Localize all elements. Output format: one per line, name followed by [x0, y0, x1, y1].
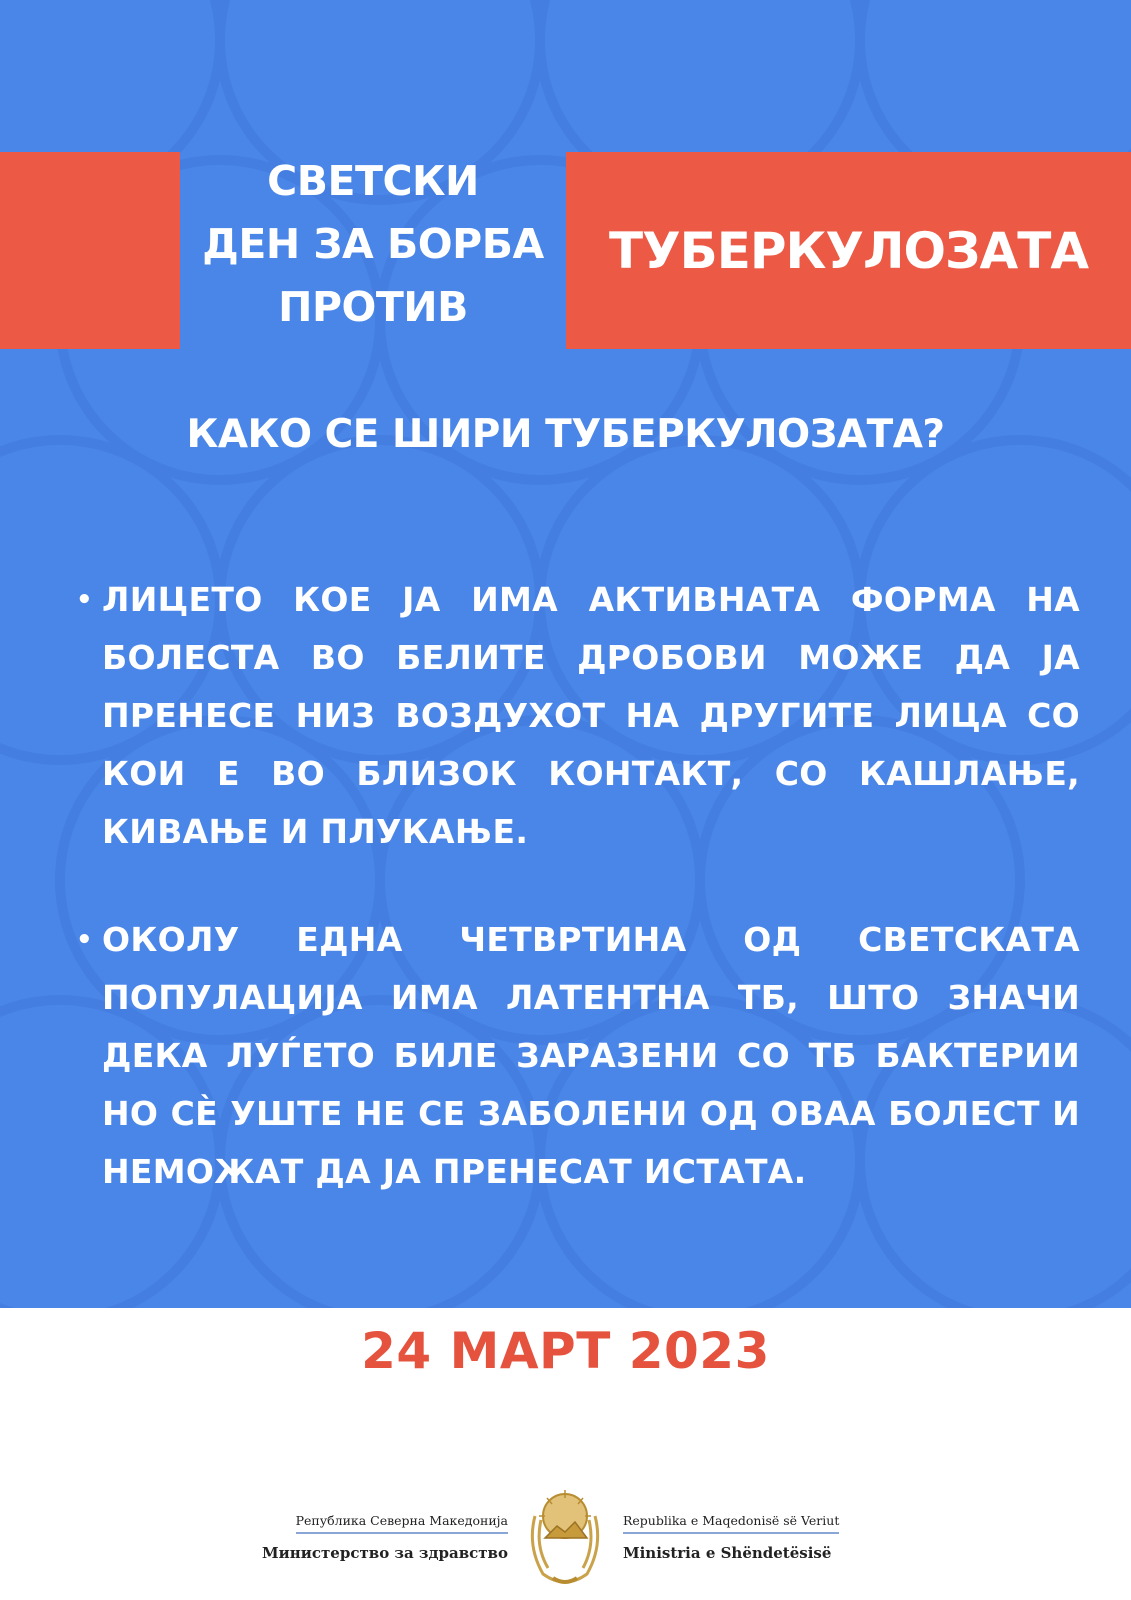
ministry-block-albanian: [623, 1510, 873, 1562]
section-question: КАКО СЕ ШИРИ ТУБЕРКУЛОЗАТА?: [186, 412, 945, 457]
bullet-dot-icon: •: [76, 925, 93, 955]
title-line-2: ДЕН ЗА БОРБА: [202, 220, 544, 268]
red-accent-block-left: [0, 152, 180, 349]
bullet-list: [70, 571, 1080, 1201]
bullet-item: [70, 571, 1080, 861]
bullet-text: ОКОЛУ ЕДНА ЧЕТВРТИНА ОД СВЕТСКАТА ПОПУЛАЦИЈА ИМА ЛАТЕНТНА ТБ, ШТО ЗНАЧИ ДЕКА ЛУЃЕТО БИЛЕ ЗАРАЗЕНИ СО ТБ БАКТЕРИИ НО СÈ УШТЕ НЕ СЕ ЗАБОЛЕНИ ОД ОВАА БОЛЕСТ И НЕМОЖАТ ДА ЈА ПРЕНЕСАТ ИСТАТА.: [102, 920, 1080, 1191]
poster-title: [190, 150, 556, 339]
bullet-text: ЛИЦЕТО КОЕ ЈА ИМА АКТИВНАТА ФОРМА НА БОЛЕСТА ВО БЕЛИТЕ ДРОБОВИ МОЖЕ ДА ЈА ПРЕНЕСЕ НИЗ ВОЗДУХОТ НА ДРУГИТЕ ЛИЦА СО КОИ Е ВО БЛИЗОК КОНТАКТ, СО КАШЛАЊЕ, КИВАЊЕ И ПЛУКАЊЕ.: [102, 580, 1080, 851]
title-highlight: ТУБЕРКУЛОЗАТА: [608, 221, 1089, 280]
ministry-name-albanian: Ministria e Shëndetësisë: [623, 1544, 832, 1562]
title-line-3: ПРОТИВ: [278, 283, 468, 331]
event-date: 24 МАРТ 2023: [361, 1322, 770, 1380]
bullet-item: [70, 911, 1080, 1201]
bullet-dot-icon: •: [76, 585, 93, 615]
coat-of-arms-icon: [523, 1486, 608, 1591]
country-name-albanian: Republika e Maqedonisë së Veriut: [623, 1513, 839, 1534]
country-name-macedonian: Република Северна Македонија: [296, 1513, 508, 1534]
ministry-name-macedonian: Министерство за здравство: [262, 1544, 508, 1562]
ministry-block-macedonian: [258, 1510, 508, 1562]
title-line-1: СВЕТСКИ: [267, 157, 479, 205]
